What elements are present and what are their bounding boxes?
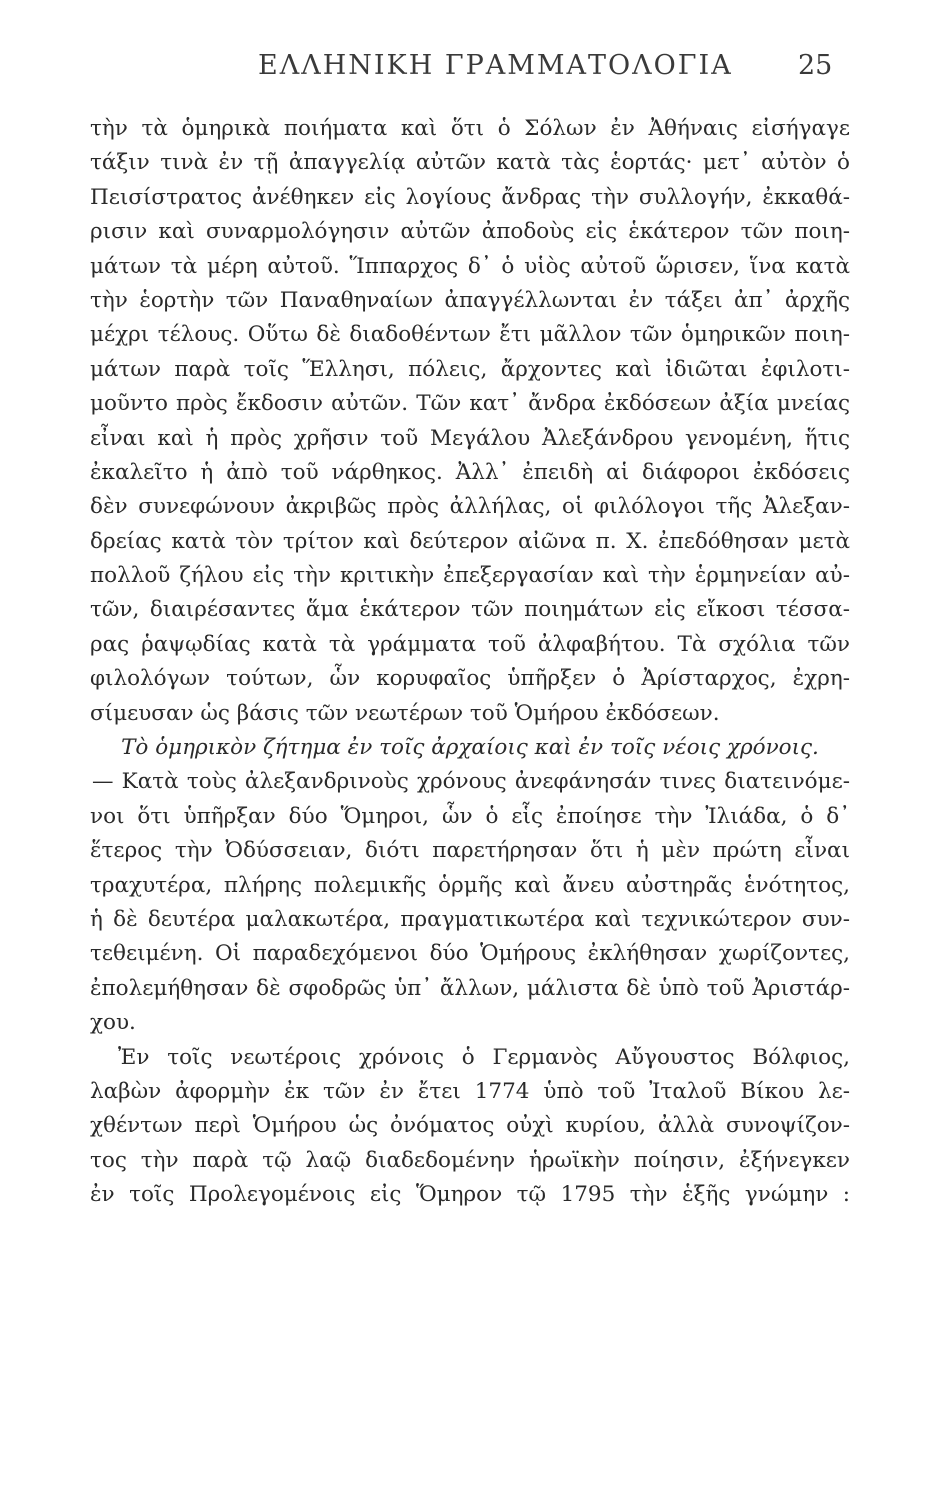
- page-number: 25: [798, 50, 833, 81]
- text-line: εἶναι καὶ ἡ πρὸς χρῆσιν τοῦ Μεγάλου Ἀλεξάνδρου γενομένη, ἥτις: [90, 425, 850, 451]
- text-line: ἐκαλεῖτο ἡ ἀπὸ τοῦ νάρθηκος. Ἀλλ᾽ ἐπειδὴ αἱ διάφοροι ἐκδόσεις: [90, 459, 850, 485]
- text-line: ἡ δὲ δευτέρα μαλακωτέρα, πραγματικωτέρα καὶ τεχνικώτερον συν-: [90, 906, 850, 932]
- text-line: Πεισίστρατος ἀνέθηκεν εἰς λογίους ἄνδρας τὴν συλλογήν, ἐκκαθά-: [90, 184, 850, 210]
- text-line: δὲν συνεφώνουν ἀκριβῶς πρὸς ἀλλήλας, οἱ φιλόλογοι τῆς Ἀλεξαν-: [90, 494, 850, 520]
- text-line: τάξιν τινὰ ἐν τῇ ἀπαγγελίᾳ αὐτῶν κατὰ τὰς ἑορτάς· μετ᾽ αὐτὸν ὁ: [90, 150, 850, 176]
- section-heading: Τὸ ὁμηρικὸν ζήτημα ἐν τοῖς ἀρχαίοις καὶ ἐν τοῖς νέοις χρόνοις.: [121, 735, 819, 761]
- text-line: μέχρι τέλους. Οὕτω δὲ διαδοθέντων ἔτι μᾶλλον τῶν ὁμηρικῶν ποιη-: [90, 322, 850, 348]
- text-line: χου.: [90, 1010, 136, 1036]
- text-line: τραχυτέρα, πλήρης πολεμικῆς ὁρμῆς καὶ ἄνευ αὐστηρᾶς ἑνότητος,: [90, 872, 850, 898]
- text-line: λαβὼν ἀφορμὴν ἐκ τῶν ἐν ἔτει 1774 ὑπὸ τοῦ Ἰταλοῦ Βίκου λε-: [90, 1078, 850, 1104]
- text-line: ρας ῥαψῳδίας κατὰ τὰ γράμματα τοῦ ἀλφαβήτου. Τὰ σχόλια τῶν: [90, 631, 850, 657]
- running-head: [0, 50, 952, 90]
- text-line: ρισιν καὶ συναρμολόγησιν αὐτῶν ἀποδοὺς εἰς ἑκάτερον τῶν ποιη-: [90, 219, 850, 245]
- running-title: ΕΛΛΗΝΙΚΗ ΓΡΑΜΜΑΤΟΛΟΓΙΑ: [258, 50, 733, 81]
- text-line: ἐν τοῖς Προλεγομένοις εἰς Ὅμηρον τῷ 1795 τὴν ἑξῆς γνώμην :: [90, 1182, 850, 1208]
- text-line: τῶν, διαιρέσαντες ἅμα ἑκάτερον τῶν ποιημάτων εἰς εἴκοσι τέσσα-: [90, 597, 850, 623]
- text-line: — Κατὰ τοὺς ἀλεξανδρινοὺς χρόνους ἀνεφάνησάν τινες διατεινόμε-: [92, 769, 850, 795]
- text-line: ἐπολεμήθησαν δὲ σφοδρῶς ὑπ᾽ ἄλλων, μάλιστα δὲ ὑπὸ τοῦ Ἀριστάρ-: [90, 975, 850, 1001]
- text-line: τος τὴν παρὰ τῷ λαῷ διαδεδομένην ἡρωϊκὴν ποίησιν, ἐξήνεγκεν: [90, 1147, 850, 1173]
- text-line: ἕτερος τὴν Ὀδύσσειαν, διότι παρετήρησαν ὅτι ἡ μὲν πρώτη εἶναι: [90, 838, 850, 864]
- text-line: τὴν τὰ ὁμηρικὰ ποιήματα καὶ ὅτι ὁ Σόλων ἐν Ἀθήναις εἰσήγαγε: [90, 116, 850, 141]
- text-line: δρείας κατὰ τὸν τρίτον καὶ δεύτερον αἰῶνα π. Χ. ἐπεδόθησαν μετὰ: [90, 528, 850, 554]
- text-line: νοι ὅτι ὑπῆρξαν δύο Ὅμηροι, ὧν ὁ εἷς ἐποίησε τὴν Ἰλιάδα, ὁ δ᾽: [90, 803, 850, 829]
- text-line: μοῦντο πρὸς ἔκδοσιν αὐτῶν. Τῶν κατ᾽ ἄνδρα ἐκδόσεων ἀξία μνείας: [90, 391, 850, 417]
- text-line: πολλοῦ ζήλου εἰς τὴν κριτικὴν ἐπεξεργασίαν καὶ τὴν ἑρμηνείαν αὐ-: [90, 563, 850, 589]
- text-line: μάτων παρὰ τοῖς Ἕλλησι, πόλεις, ἄρχοντες καὶ ἰδιῶται ἐφιλοτι-: [90, 356, 850, 382]
- text-line: τεθειμένη. Οἱ παραδεχόμενοι δύο Ὁμήρους ἐκλήθησαν χωρίζοντες,: [90, 941, 850, 967]
- text-line: τὴν ἑορτὴν τῶν Παναθηναίων ἀπαγγέλλωνται ἐν τάξει ἀπ᾽ ἀρχῆς: [90, 287, 850, 313]
- body-text: [90, 112, 850, 1213]
- text-line: σίμευσαν ὡς βάσις τῶν νεωτέρων τοῦ Ὁμήρου ἐκδόσεων.: [90, 700, 720, 726]
- paragraph-start: Ἐν τοῖς νεωτέροις χρόνοις ὁ Γερμανὸς Αὔγουστος Βόλφιος,: [118, 1044, 850, 1070]
- text-line: φιλολόγων τούτων, ὧν κορυφαῖος ὑπῆρξεν ὁ Ἀρίσταρχος, ἐχρη-: [90, 666, 850, 692]
- text-line: μάτων τὰ μέρη αὐτοῦ. Ἵππαρχος δ᾽ ὁ υἱὸς αὐτοῦ ὥρισεν, ἵνα κατὰ: [90, 253, 850, 279]
- text-line: χθέντων περὶ Ὁμήρου ὡς ὀνόματος οὐχὶ κυρίου, ἀλλὰ συνοψίζον-: [90, 1113, 850, 1139]
